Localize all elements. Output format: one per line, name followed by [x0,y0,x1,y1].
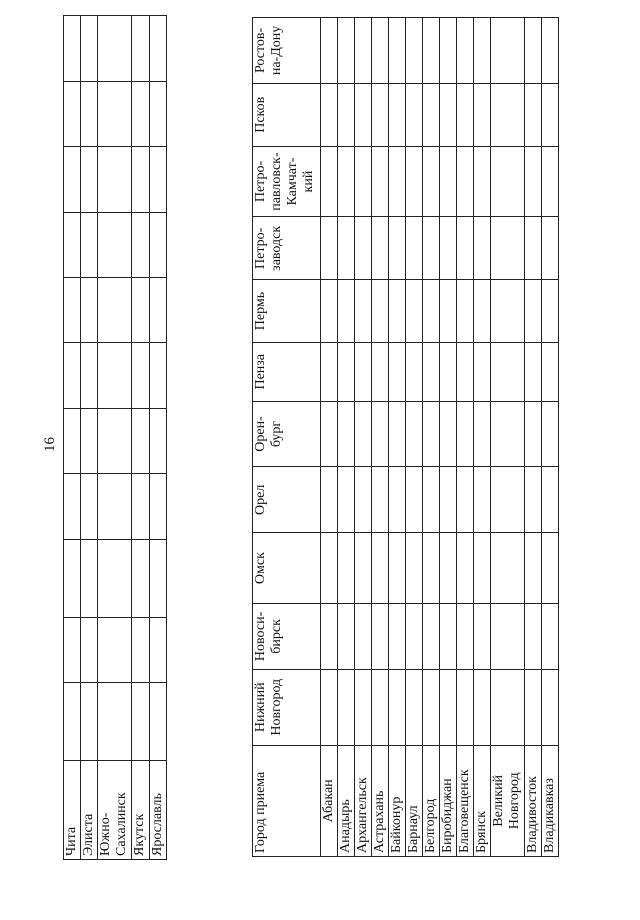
empty-cell [81,408,98,473]
empty-cell [321,669,338,745]
empty-cell [338,342,355,401]
table-row [338,18,355,857]
empty-cell [474,669,491,745]
empty-cell [372,217,389,280]
empty-cell [64,147,81,212]
table-row [542,18,559,857]
empty-cell [389,467,406,533]
empty-cell [474,83,491,146]
empty-cell [525,533,542,604]
empty-cell [132,278,150,343]
empty-cell [355,467,372,533]
empty-cell [372,533,389,604]
empty-cell [98,212,132,277]
empty-cell [355,533,372,604]
table-row [81,16,98,860]
empty-cell [132,617,150,682]
table-row [132,16,150,860]
empty-cell [406,533,423,604]
table-row [406,18,423,857]
bottom-table [252,17,559,857]
empty-cell [525,669,542,745]
empty-cell [457,18,474,84]
empty-cell [64,617,81,682]
empty-cell [457,146,474,217]
empty-cell [440,18,457,84]
empty-cell [440,146,457,217]
empty-cell [321,342,338,401]
empty-cell [150,617,167,682]
empty-cell [423,533,440,604]
empty-cell [98,343,132,408]
empty-cell [474,217,491,280]
row-label: Архангельск [355,745,372,856]
empty-cell [423,467,440,533]
empty-cell [321,217,338,280]
empty-cell [457,342,474,401]
empty-cell [338,280,355,343]
column-header: Орел [253,467,321,533]
column-header: Пенза [253,342,321,401]
empty-cell [98,474,132,539]
empty-cell [423,342,440,401]
empty-cell [81,617,98,682]
empty-cell [372,467,389,533]
empty-cell [406,83,423,146]
empty-cell [98,683,132,761]
row-label: Биробиджан [440,745,457,856]
empty-cell [491,18,525,84]
empty-cell [355,342,372,401]
row-label: Анадырь [338,745,355,856]
empty-cell [64,16,81,82]
empty-cell [440,217,457,280]
empty-cell [64,539,81,617]
empty-cell [525,83,542,146]
empty-cell [389,401,406,467]
empty-cell [457,669,474,745]
empty-cell [423,669,440,745]
table-row [150,16,167,860]
empty-cell [321,467,338,533]
row-label: Благовещенск [457,745,474,856]
empty-cell [474,467,491,533]
empty-cell [525,467,542,533]
empty-cell [423,604,440,670]
empty-cell [389,146,406,217]
empty-cell [338,83,355,146]
empty-cell [372,18,389,84]
empty-cell [321,401,338,467]
table-row [321,18,338,857]
empty-cell [457,280,474,343]
empty-cell [474,533,491,604]
row-label: Великий Новгород [491,745,525,856]
empty-cell [81,212,98,277]
top-table [63,15,167,860]
empty-cell [132,683,150,761]
empty-cell [474,604,491,670]
row-label: Владивосток [525,745,542,856]
empty-cell [372,669,389,745]
empty-cell [150,147,167,212]
empty-cell [474,342,491,401]
empty-cell [338,18,355,84]
row-label: Барнаул [406,745,423,856]
empty-cell [423,146,440,217]
empty-cell [440,280,457,343]
empty-cell [525,146,542,217]
column-header: Орен-бург [253,401,321,467]
empty-cell [81,539,98,617]
empty-cell [372,342,389,401]
empty-cell [338,533,355,604]
empty-cell [132,539,150,617]
table-row [389,18,406,857]
empty-cell [355,401,372,467]
empty-cell [372,146,389,217]
column-header: Нижний Новгород [253,669,321,745]
empty-cell [542,342,559,401]
table-row [491,18,525,857]
empty-cell [150,408,167,473]
empty-cell [389,342,406,401]
empty-cell [406,401,423,467]
empty-cell [440,83,457,146]
empty-cell [491,467,525,533]
empty-cell [81,278,98,343]
column-header: Новоси-бирск [253,604,321,670]
table-row [457,18,474,857]
empty-cell [389,83,406,146]
empty-cell [321,18,338,84]
empty-cell [338,217,355,280]
empty-cell [542,669,559,745]
empty-cell [81,147,98,212]
row-label: Брянск [474,745,491,856]
empty-cell [81,474,98,539]
empty-cell [389,604,406,670]
empty-cell [338,669,355,745]
top-table-wrapper [63,15,167,860]
page-number: 16 [42,437,58,452]
empty-cell [64,212,81,277]
empty-cell [64,343,81,408]
row-label: Астрахань [372,745,389,856]
empty-cell [542,533,559,604]
empty-cell [81,16,98,82]
empty-cell [338,604,355,670]
empty-cell [542,18,559,84]
empty-cell [338,401,355,467]
column-header: Пермь [253,280,321,343]
empty-cell [491,280,525,343]
empty-cell [440,467,457,533]
empty-cell [474,401,491,467]
empty-cell [150,539,167,617]
empty-cell [457,533,474,604]
empty-cell [525,342,542,401]
empty-cell [321,533,338,604]
empty-cell [150,16,167,82]
empty-cell [132,147,150,212]
empty-cell [132,343,150,408]
empty-cell [542,280,559,343]
empty-cell [321,146,338,217]
empty-cell [81,683,98,761]
empty-cell [440,669,457,745]
empty-cell [406,669,423,745]
empty-cell [542,401,559,467]
table-row [98,16,132,860]
empty-cell [440,401,457,467]
empty-cell [542,146,559,217]
empty-cell [491,217,525,280]
empty-cell [542,217,559,280]
row-label: Ярославль [150,761,167,860]
empty-cell [132,212,150,277]
empty-cell [542,83,559,146]
empty-cell [132,81,150,146]
empty-cell [457,467,474,533]
empty-cell [525,401,542,467]
empty-cell [321,83,338,146]
empty-cell [491,669,525,745]
empty-cell [321,604,338,670]
table-row [423,18,440,857]
row-label: Владикавказ [542,745,559,856]
table-row [64,16,81,860]
empty-cell [440,342,457,401]
empty-cell [150,683,167,761]
empty-cell [132,474,150,539]
empty-cell [355,280,372,343]
table-row [525,18,542,857]
row-label: Белгород [423,745,440,856]
empty-cell [150,474,167,539]
empty-cell [132,16,150,82]
empty-cell [423,83,440,146]
empty-cell [525,280,542,343]
empty-cell [406,342,423,401]
header-row [253,18,321,857]
empty-cell [338,467,355,533]
empty-cell [150,212,167,277]
empty-cell [372,280,389,343]
empty-cell [372,401,389,467]
empty-cell [406,467,423,533]
empty-cell [64,278,81,343]
empty-cell [132,408,150,473]
table-row [474,18,491,857]
empty-cell [81,343,98,408]
bottom-table-wrapper [252,17,559,857]
empty-cell [355,83,372,146]
column-header: Петро-заводск [253,217,321,280]
empty-cell [457,401,474,467]
empty-cell [389,533,406,604]
empty-cell [440,533,457,604]
table-row [372,18,389,857]
empty-cell [150,343,167,408]
row-label: Южно-Сахалинск [98,761,132,860]
empty-cell [423,217,440,280]
empty-cell [491,604,525,670]
empty-cell [423,401,440,467]
empty-cell [64,474,81,539]
empty-cell [98,408,132,473]
column-header: Ростов-на-Дону [253,18,321,84]
empty-cell [150,81,167,146]
empty-cell [355,146,372,217]
empty-cell [355,669,372,745]
table-row [440,18,457,857]
empty-cell [525,604,542,670]
empty-cell [491,342,525,401]
empty-cell [474,18,491,84]
empty-cell [338,146,355,217]
row-label: Байконур [389,745,406,856]
empty-cell [389,217,406,280]
empty-cell [440,604,457,670]
empty-cell [355,217,372,280]
empty-cell [64,683,81,761]
empty-cell [491,146,525,217]
empty-cell [525,217,542,280]
empty-cell [98,81,132,146]
empty-cell [474,280,491,343]
empty-cell [321,280,338,343]
empty-cell [542,467,559,533]
empty-cell [81,81,98,146]
empty-cell [406,18,423,84]
empty-cell [355,18,372,84]
empty-cell [372,604,389,670]
row-label: Элиста [81,761,98,860]
empty-cell [406,146,423,217]
row-label: Чита [64,761,81,860]
empty-cell [457,217,474,280]
empty-cell [98,539,132,617]
empty-cell [64,408,81,473]
empty-cell [389,18,406,84]
corner-label: Город приема [253,745,321,856]
empty-cell [457,604,474,670]
table-row [355,18,372,857]
empty-cell [406,280,423,343]
empty-cell [98,278,132,343]
empty-cell [457,83,474,146]
empty-cell [542,604,559,670]
empty-cell [491,533,525,604]
empty-cell [491,401,525,467]
column-header: Псков [253,83,321,146]
empty-cell [98,617,132,682]
empty-cell [372,83,389,146]
column-header: Петро-павловск-Камчат-кий [253,146,321,217]
empty-cell [491,83,525,146]
empty-cell [389,669,406,745]
column-header: Омск [253,533,321,604]
empty-cell [64,81,81,146]
empty-cell [98,16,132,82]
empty-cell [355,604,372,670]
empty-cell [406,604,423,670]
empty-cell [474,146,491,217]
empty-cell [406,217,423,280]
empty-cell [423,18,440,84]
empty-cell [389,280,406,343]
row-label: Якутск [132,761,150,860]
empty-cell [150,278,167,343]
empty-cell [525,18,542,84]
empty-cell [423,280,440,343]
empty-cell [98,147,132,212]
row-label: Абакан [321,745,338,856]
